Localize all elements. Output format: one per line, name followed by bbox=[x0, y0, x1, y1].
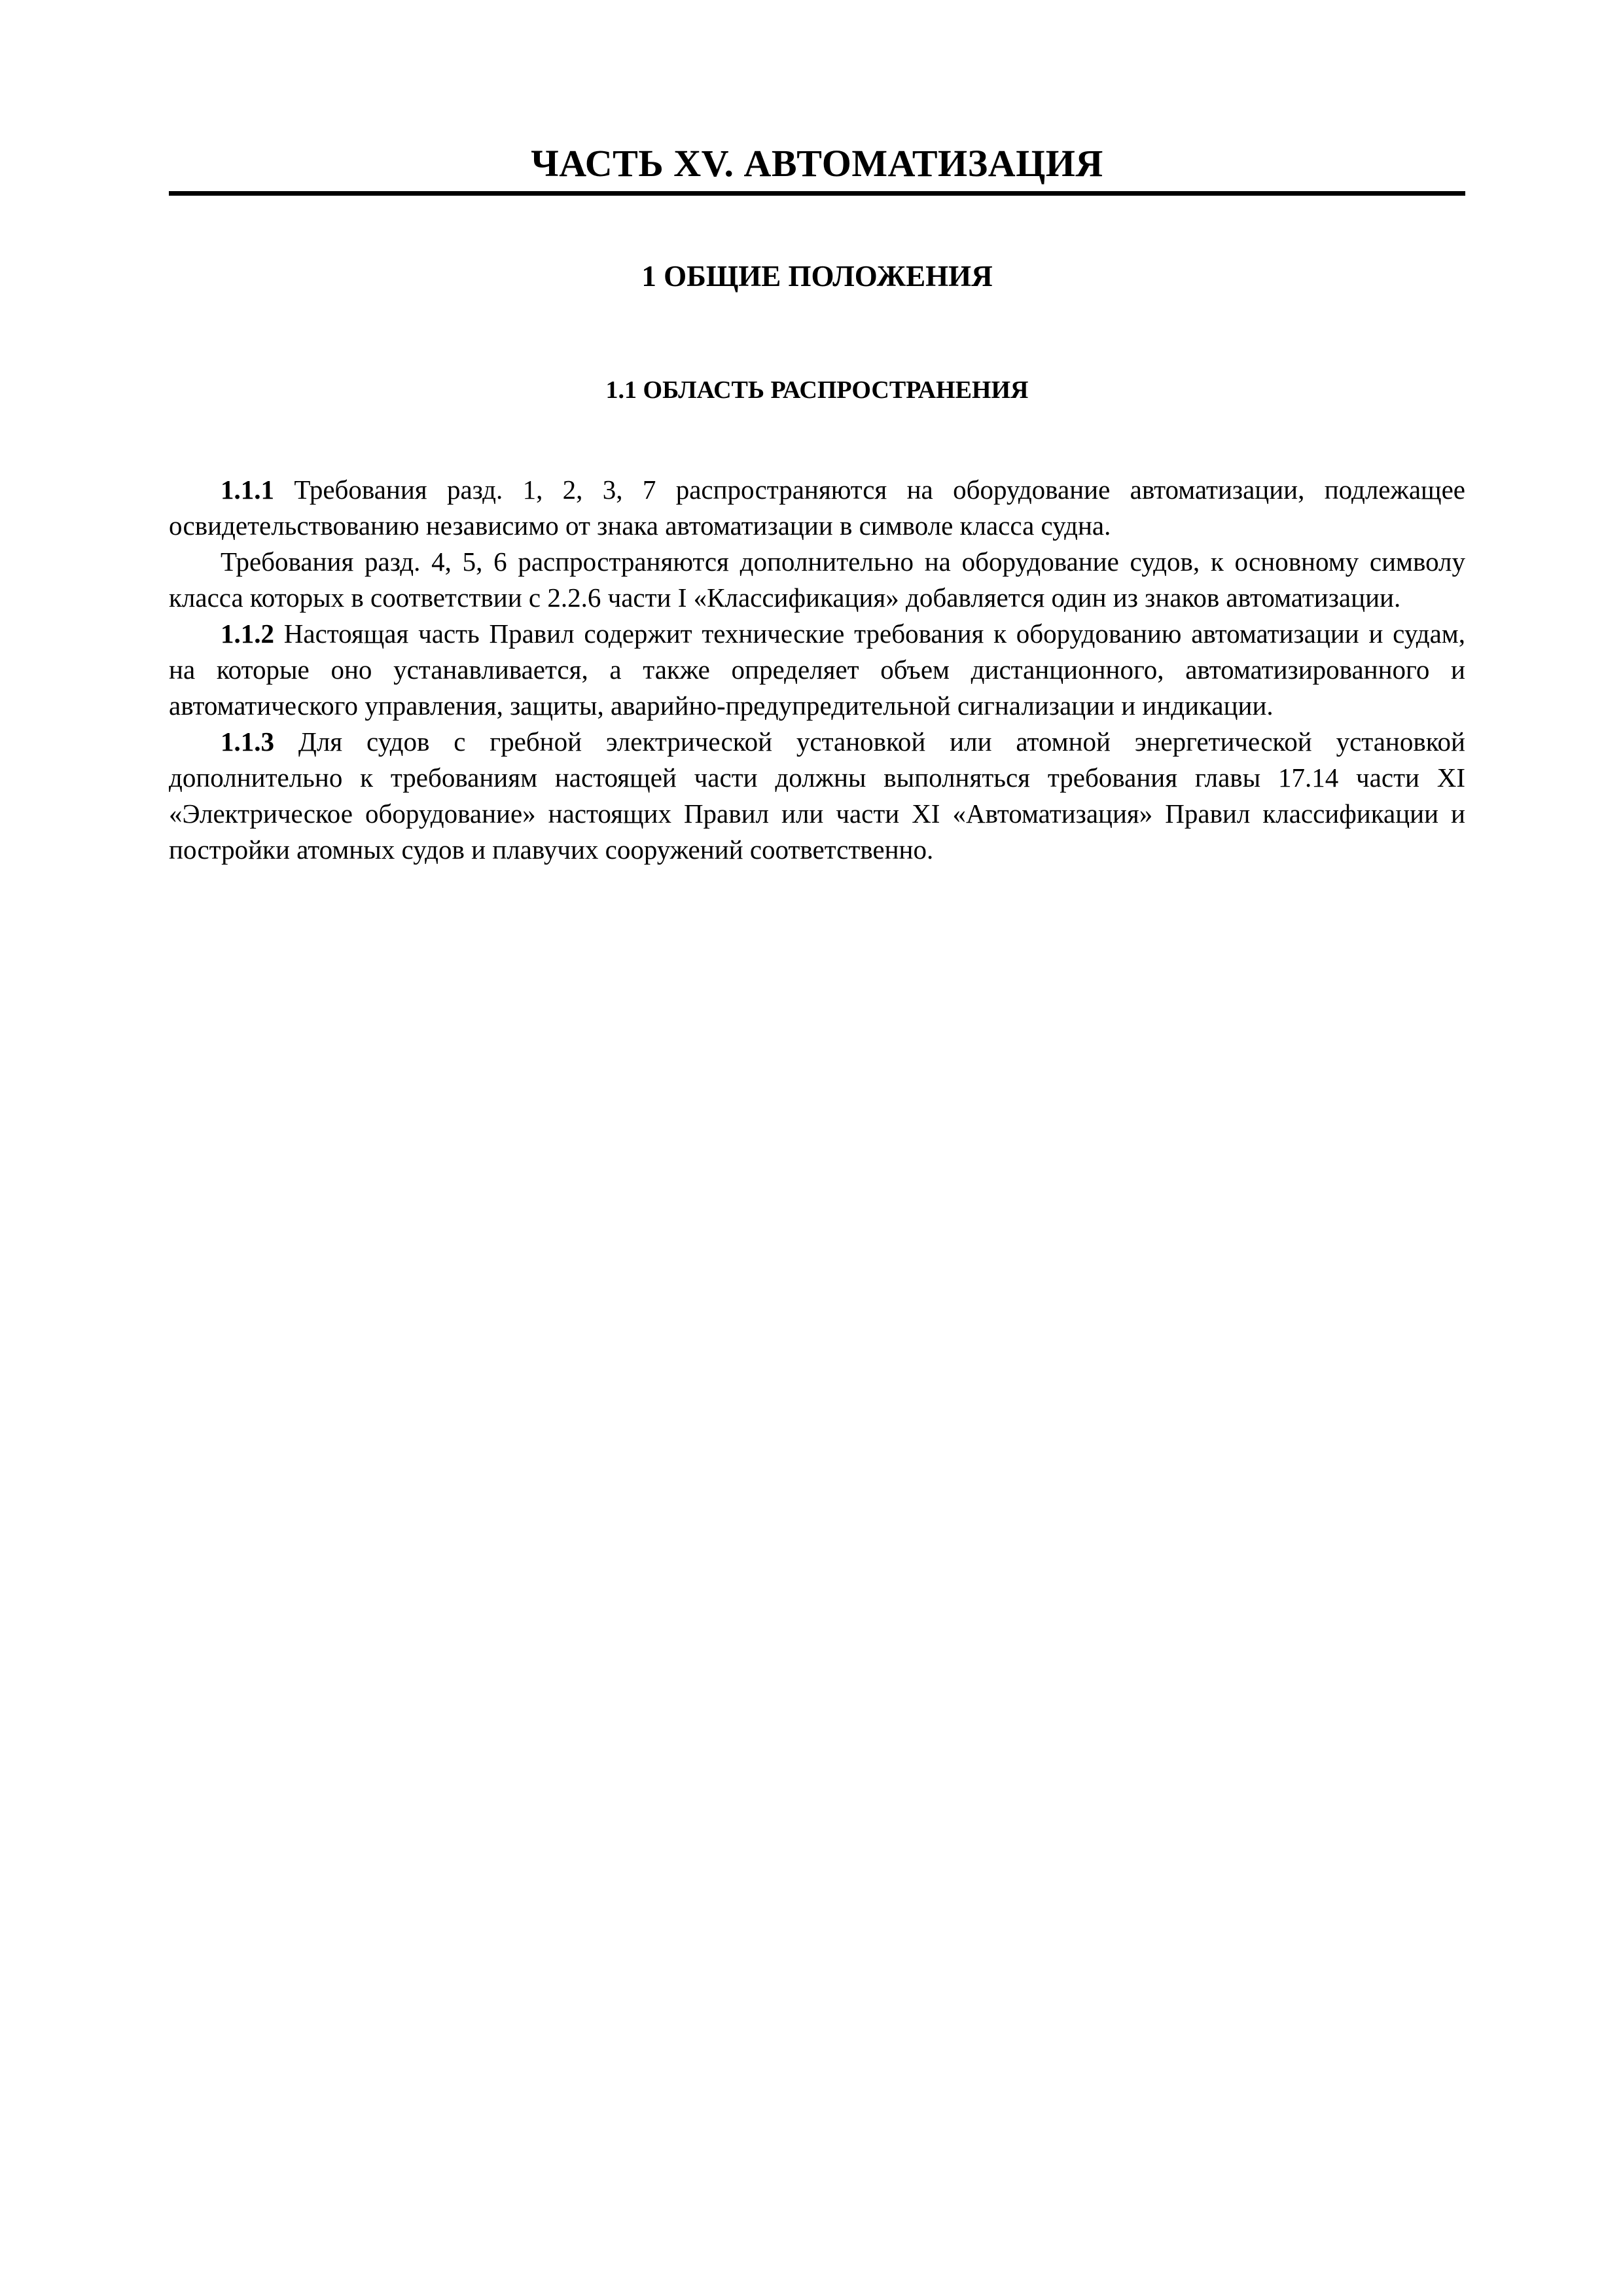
section-title: 1.1 ОБЛАСТЬ РАСПРОСТРАНЕНИЯ bbox=[605, 376, 1029, 404]
paragraph-1-1-1-continued bbox=[169, 544, 1465, 616]
title-rule bbox=[169, 191, 1465, 196]
paragraph-number: 1.1.3 bbox=[221, 726, 274, 757]
document-body bbox=[169, 472, 1465, 868]
paragraph-text: Для судов с гребной электрической установкой или атомной энергетической установкой дополнительно к требованиям настоящей части должны выполняться требования главы 17.14 части XI «Электрическое оборудование» настоящих Правил или части XI «Автоматизация» Правил классификации и постройки атомных судов и плавучих сооружений соответственно. bbox=[169, 726, 1465, 865]
paragraph-number: 1.1.1 bbox=[221, 475, 274, 505]
part-title: ЧАСТЬ XV. АВТОМАТИЗАЦИЯ bbox=[531, 142, 1103, 185]
paragraph-1-1-2 bbox=[169, 616, 1465, 724]
paragraph-1-1-1 bbox=[169, 472, 1465, 544]
paragraph-1-1-3 bbox=[169, 724, 1465, 868]
paragraph-text: Требования разд. 4, 5, 6 распространяются дополнительно на оборудование судов, к основному символу класса которых в соответствии с 2.2.6 части I «Классификация» добавляется один из знаков автоматизации. bbox=[169, 547, 1465, 613]
paragraph-text: Настоящая часть Правил содержит технические требования к оборудованию автоматизации и судам, на которые оно устанавливается, а также определяет объем дистанционного, автоматизированного и автоматического управления, защиты, аварийно-предупредительной сигнализации и индикации. bbox=[169, 619, 1465, 721]
paragraph-text: Требования разд. 1, 2, 3, 7 распространяются на оборудование автоматизации, подлежащее освидетельствованию независимо от знака автоматизации в символе класса судна. bbox=[169, 475, 1465, 541]
chapter-title: 1 ОБЩИЕ ПОЛОЖЕНИЯ bbox=[641, 260, 993, 293]
paragraph-number: 1.1.2 bbox=[221, 619, 274, 649]
